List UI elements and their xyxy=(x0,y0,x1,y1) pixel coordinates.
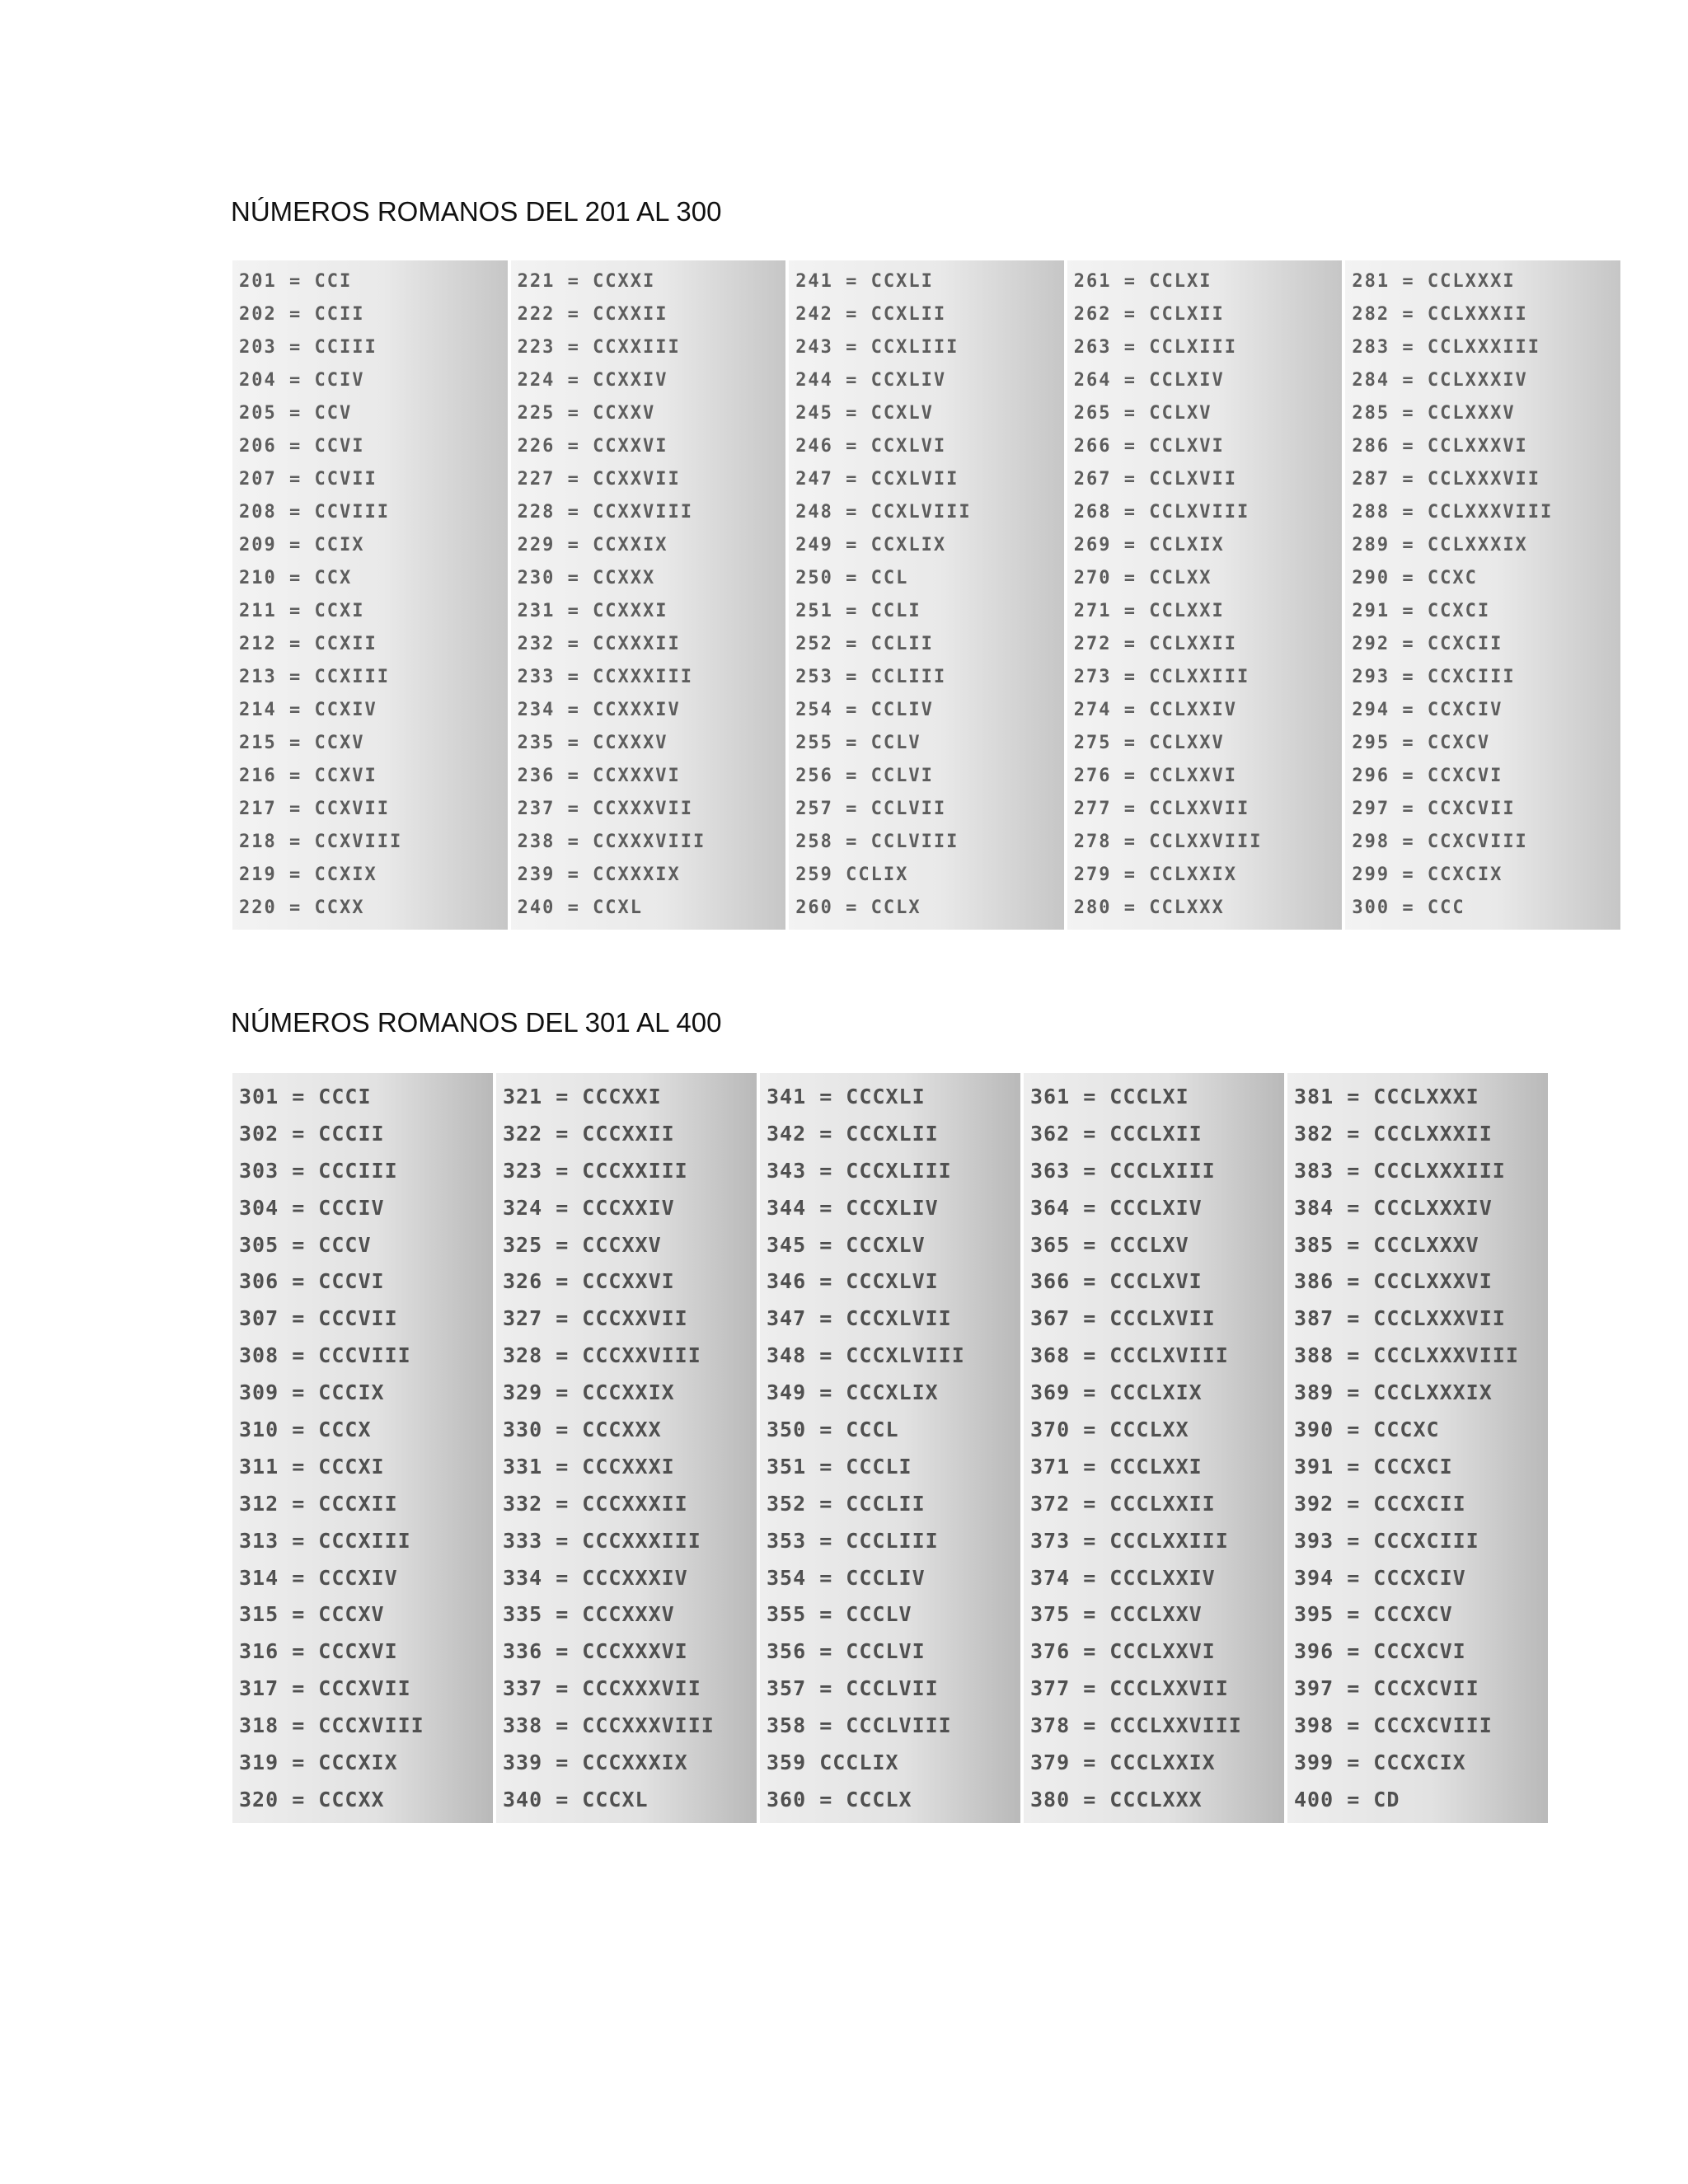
numeral-cell: 304 = CCCIV xyxy=(239,1197,385,1218)
numeral-cell: 218 = CCXVIII xyxy=(239,833,403,851)
numeral-cell: 294 = CCXCIV xyxy=(1352,701,1503,719)
numeral-cell: 205 = CCV xyxy=(239,405,353,423)
numeral-cell: 251 = CCLI xyxy=(795,602,921,621)
numeral-cell: 327 = CCCXXVII xyxy=(503,1308,688,1329)
numeral-cell: 303 = CCCIII xyxy=(239,1160,398,1181)
numeral-cell: 202 = CCII xyxy=(239,306,365,324)
numeral-cell: 350 = CCCL xyxy=(767,1418,899,1440)
numeral-cell: 248 = CCXLVIII xyxy=(795,504,972,522)
numeral-cell: 383 = CCCLXXXIII xyxy=(1294,1160,1506,1181)
numeral-cell: 219 = CCXIX xyxy=(239,866,377,884)
numeral-cell: 278 = CCLXXVIII xyxy=(1073,833,1263,851)
numeral-cell: 208 = CCVIII xyxy=(239,504,390,522)
numeral-cell: 339 = CCCXXXIX xyxy=(503,1751,688,1773)
numeral-cell: 274 = CCLXXIV xyxy=(1073,701,1237,719)
numeral-cell: 277 = CCLXXVII xyxy=(1073,800,1250,818)
numeral-cell: 280 = CCLXXX xyxy=(1073,899,1225,917)
numeral-cell: 348 = CCCXLVIII xyxy=(767,1345,965,1366)
numeral-cell: 290 = CCXC xyxy=(1352,569,1478,588)
numeral-cell: 237 = CCXXXVII xyxy=(517,800,694,818)
numeral-cell: 346 = CCCXLVI xyxy=(767,1271,939,1292)
section-title-201-300: NÚMEROS ROMANOS DEL 201 AL 300 xyxy=(231,196,722,227)
numeral-cell: 203 = CCIII xyxy=(239,339,377,357)
numeral-cell: 342 = CCCXLII xyxy=(767,1122,939,1144)
numeral-cell: 388 = CCCLXXXVIII xyxy=(1294,1345,1519,1366)
numeral-cell: 246 = CCXLVI xyxy=(795,438,947,456)
numeral-cell: 343 = CCCXLIII xyxy=(767,1160,952,1181)
table-column xyxy=(1024,1073,1287,1823)
numeral-cell: 265 = CCLXV xyxy=(1073,405,1212,423)
numeral-cell: 225 = CCXXV xyxy=(517,405,656,423)
numeral-cell: 391 = CCCXCI xyxy=(1294,1455,1453,1477)
numeral-cell: 272 = CCLXXII xyxy=(1073,635,1237,654)
numeral-cell: 273 = CCLXXIII xyxy=(1073,668,1250,687)
numeral-cell: 311 = CCCXI xyxy=(239,1455,385,1477)
numeral-cell: 379 = CCCLXXIX xyxy=(1030,1751,1216,1773)
numeral-cell: 385 = CCCLXXXV xyxy=(1294,1234,1479,1255)
numeral-cell: 243 = CCXLIII xyxy=(795,339,959,357)
numeral-cell: 232 = CCXXXII xyxy=(517,635,681,654)
numeral-cell: 381 = CCCLXXXI xyxy=(1294,1085,1479,1107)
numeral-cell: 279 = CCLXXIX xyxy=(1073,866,1237,884)
numeral-cell: 374 = CCCLXXIV xyxy=(1030,1567,1216,1588)
numeral-cell: 324 = CCCXXIV xyxy=(503,1197,675,1218)
numeral-cell: 354 = CCCLIV xyxy=(767,1567,926,1588)
numeral-cell: 224 = CCXXIV xyxy=(517,372,668,390)
numeral-cell: 347 = CCCXLVII xyxy=(767,1308,952,1329)
numeral-cell: 217 = CCXVII xyxy=(239,800,390,818)
numeral-cell: 387 = CCCLXXXVII xyxy=(1294,1308,1506,1329)
numeral-cell: 320 = CCCXX xyxy=(239,1788,385,1810)
table-column xyxy=(1287,1073,1548,1823)
table-column xyxy=(496,1073,760,1823)
numeral-cell: 275 = CCLXXV xyxy=(1073,734,1225,752)
numeral-cell: 264 = CCLXIV xyxy=(1073,372,1225,390)
numeral-cell: 244 = CCXLIV xyxy=(795,372,947,390)
numeral-cell: 399 = CCCXCIX xyxy=(1294,1751,1466,1773)
numeral-cell: 257 = CCLVII xyxy=(795,800,947,818)
numeral-cell: 309 = CCCIX xyxy=(239,1382,385,1404)
numeral-cell: 337 = CCCXXXVII xyxy=(503,1678,701,1699)
numeral-cell: 226 = CCXXVI xyxy=(517,438,668,456)
numeral-cell: 229 = CCXXIX xyxy=(517,537,668,555)
numeral-cell: 380 = CCCLXXX xyxy=(1030,1788,1203,1810)
numeral-cell: 307 = CCCVII xyxy=(239,1308,398,1329)
numeral-cell: 305 = CCCV xyxy=(239,1234,372,1255)
numeral-cell: 384 = CCCLXXXIV xyxy=(1294,1197,1493,1218)
numeral-cell: 356 = CCCLVI xyxy=(767,1641,926,1662)
numeral-cell: 361 = CCCLXI xyxy=(1030,1085,1189,1107)
numeral-cell: 288 = CCLXXXVIII xyxy=(1352,504,1554,522)
numeral-cell: 206 = CCVI xyxy=(239,438,365,456)
numeral-cell: 340 = CCCXL xyxy=(503,1788,649,1810)
numeral-cell: 365 = CCCLXV xyxy=(1030,1234,1189,1255)
table-column xyxy=(511,260,790,930)
numeral-cell: 370 = CCCLXX xyxy=(1030,1418,1189,1440)
numeral-cell: 234 = CCXXXIV xyxy=(517,701,681,719)
numeral-cell: 298 = CCXCVIII xyxy=(1352,833,1528,851)
numeral-cell: 231 = CCXXXI xyxy=(517,602,668,621)
numeral-cell: 360 = CCCLX xyxy=(767,1788,912,1810)
numeral-cell: 286 = CCLXXXVI xyxy=(1352,438,1528,456)
numeral-cell: 345 = CCCXLV xyxy=(767,1234,926,1255)
numeral-cell: 326 = CCCXXVI xyxy=(503,1271,675,1292)
numeral-cell: 250 = CCL xyxy=(795,569,909,588)
numeral-cell: 220 = CCXX xyxy=(239,899,365,917)
numeral-cell: 270 = CCLXX xyxy=(1073,569,1212,588)
numeral-cell: 260 = CCLX xyxy=(795,899,921,917)
numeral-cell: 400 = CD xyxy=(1294,1788,1400,1810)
numeral-cell: 322 = CCCXXII xyxy=(503,1122,675,1144)
numeral-cell: 355 = CCCLV xyxy=(767,1604,912,1625)
numeral-cell: 373 = CCCLXXIII xyxy=(1030,1530,1229,1551)
numeral-cell: 328 = CCCXXVIII xyxy=(503,1345,701,1366)
numeral-cell: 271 = CCLXXI xyxy=(1073,602,1225,621)
numeral-cell: 210 = CCX xyxy=(239,569,353,588)
numeral-cell: 230 = CCXXX xyxy=(517,569,656,588)
numeral-cell: 332 = CCCXXXII xyxy=(503,1493,688,1514)
numeral-cell: 313 = CCCXIII xyxy=(239,1530,411,1551)
numeral-cell: 318 = CCCXVIII xyxy=(239,1715,424,1736)
numeral-cell: 336 = CCCXXXVI xyxy=(503,1641,688,1662)
numeral-cell: 287 = CCLXXXVII xyxy=(1352,471,1541,489)
numeral-cell: 240 = CCXL xyxy=(517,899,644,917)
numeral-cell: 317 = CCCXVII xyxy=(239,1678,411,1699)
numeral-cell: 211 = CCXI xyxy=(239,602,365,621)
numeral-cell: 330 = CCCXXX xyxy=(503,1418,662,1440)
numeral-cell: 357 = CCCLVII xyxy=(767,1678,939,1699)
numeral-cell: 204 = CCIV xyxy=(239,372,365,390)
numeral-cell: 245 = CCXLV xyxy=(795,405,934,423)
numeral-cell: 291 = CCXCI xyxy=(1352,602,1491,621)
numeral-cell: 392 = CCCXCII xyxy=(1294,1493,1466,1514)
table-column xyxy=(232,260,511,930)
numeral-cell: 266 = CCLXVI xyxy=(1073,438,1225,456)
numeral-cell: 358 = CCCLVIII xyxy=(767,1715,952,1736)
numeral-cell: 312 = CCCXII xyxy=(239,1493,398,1514)
numeral-cell: 214 = CCXIV xyxy=(239,701,377,719)
numeral-cell: 366 = CCCLXVI xyxy=(1030,1271,1203,1292)
numeral-cell: 393 = CCCXCIII xyxy=(1294,1530,1479,1551)
numeral-cell: 235 = CCXXXV xyxy=(517,734,668,752)
numeral-cell: 396 = CCCXCVI xyxy=(1294,1641,1466,1662)
table-column xyxy=(1345,260,1620,930)
numeral-cell: 299 = CCXCIX xyxy=(1352,866,1503,884)
numeral-cell: 223 = CCXXIII xyxy=(517,339,681,357)
numeral-cell: 284 = CCLXXXIV xyxy=(1352,372,1528,390)
numeral-cell: 344 = CCCXLIV xyxy=(767,1197,939,1218)
numeral-cell: 213 = CCXIII xyxy=(239,668,390,687)
numeral-cell: 282 = CCLXXXII xyxy=(1352,306,1528,324)
numeral-cell: 216 = CCXVI xyxy=(239,767,377,785)
table-column xyxy=(1067,260,1346,930)
numeral-cell: 390 = CCCXC xyxy=(1294,1418,1440,1440)
numeral-cell: 256 = CCLVI xyxy=(795,767,934,785)
numeral-cell: 376 = CCCLXXVI xyxy=(1030,1641,1216,1662)
numeral-cell: 375 = CCCLXXV xyxy=(1030,1604,1203,1625)
numeral-cell: 314 = CCCXIV xyxy=(239,1567,398,1588)
numeral-cell: 321 = CCCXXI xyxy=(503,1085,662,1107)
numeral-cell: 369 = CCCLXIX xyxy=(1030,1382,1203,1404)
numeral-cell: 207 = CCVII xyxy=(239,471,377,489)
numeral-cell: 302 = CCCII xyxy=(239,1122,385,1144)
numeral-cell: 292 = CCXCII xyxy=(1352,635,1503,654)
numeral-cell: 364 = CCCLXIV xyxy=(1030,1197,1203,1218)
numeral-cell: 281 = CCLXXXI xyxy=(1352,273,1516,291)
numeral-cell: 255 = CCLV xyxy=(795,734,921,752)
numeral-cell: 262 = CCLXII xyxy=(1073,306,1225,324)
numeral-cell: 362 = CCCLXII xyxy=(1030,1122,1203,1144)
numeral-cell: 352 = CCCLII xyxy=(767,1493,926,1514)
numeral-cell: 221 = CCXXI xyxy=(517,273,656,291)
roman-numerals-table-201-300 xyxy=(232,260,1620,930)
numeral-cell: 242 = CCXLII xyxy=(795,306,947,324)
numeral-cell: 371 = CCCLXXI xyxy=(1030,1455,1203,1477)
numeral-cell: 236 = CCXXXVI xyxy=(517,767,681,785)
numeral-cell: 239 = CCXXXIX xyxy=(517,866,681,884)
numeral-cell: 233 = CCXXXIII xyxy=(517,668,694,687)
numeral-cell: 296 = CCXCVI xyxy=(1352,767,1503,785)
numeral-cell: 363 = CCCLXIII xyxy=(1030,1160,1216,1181)
numeral-cell: 389 = CCCLXXXIX xyxy=(1294,1382,1493,1404)
numeral-cell: 289 = CCLXXXIX xyxy=(1352,537,1528,555)
numeral-cell: 395 = CCCXCV xyxy=(1294,1604,1453,1625)
numeral-cell: 209 = CCIX xyxy=(239,537,365,555)
numeral-cell: 333 = CCCXXXIII xyxy=(503,1530,701,1551)
numeral-cell: 394 = CCCXCIV xyxy=(1294,1567,1466,1588)
numeral-cell: 323 = CCCXXIII xyxy=(503,1160,688,1181)
numeral-cell: 301 = CCCI xyxy=(239,1085,372,1107)
numeral-cell: 316 = CCCXVI xyxy=(239,1641,398,1662)
numeral-cell: 315 = CCCXV xyxy=(239,1604,385,1625)
numeral-cell: 310 = CCCX xyxy=(239,1418,372,1440)
numeral-cell: 241 = CCXLI xyxy=(795,273,934,291)
numeral-cell: 382 = CCCLXXXII xyxy=(1294,1122,1493,1144)
numeral-cell: 329 = CCCXXIX xyxy=(503,1382,675,1404)
numeral-cell: 306 = CCCVI xyxy=(239,1271,385,1292)
numeral-cell: 308 = CCCVIII xyxy=(239,1345,411,1366)
numeral-cell: 227 = CCXXVII xyxy=(517,471,681,489)
numeral-cell: 338 = CCCXXXVIII xyxy=(503,1715,715,1736)
numeral-cell: 300 = CCC xyxy=(1352,899,1465,917)
numeral-cell: 259 CCLIX xyxy=(795,866,909,884)
numeral-cell: 252 = CCLII xyxy=(795,635,934,654)
numeral-cell: 263 = CCLXIII xyxy=(1073,339,1237,357)
numeral-cell: 238 = CCXXXVIII xyxy=(517,833,706,851)
table-column xyxy=(789,260,1067,930)
numeral-cell: 331 = CCCXXXI xyxy=(503,1455,675,1477)
numeral-cell: 285 = CCLXXXV xyxy=(1352,405,1516,423)
numeral-cell: 386 = CCCLXXXVI xyxy=(1294,1271,1493,1292)
numeral-cell: 341 = CCCXLI xyxy=(767,1085,926,1107)
numeral-cell: 249 = CCXLIX xyxy=(795,537,947,555)
numeral-cell: 334 = CCCXXXIV xyxy=(503,1567,688,1588)
numeral-cell: 372 = CCCLXXII xyxy=(1030,1493,1216,1514)
numeral-cell: 351 = CCCLI xyxy=(767,1455,912,1477)
numeral-cell: 378 = CCCLXXVIII xyxy=(1030,1715,1242,1736)
numeral-cell: 319 = CCCXIX xyxy=(239,1751,398,1773)
roman-numerals-table-301-400 xyxy=(232,1073,1548,1823)
numeral-cell: 269 = CCLXIX xyxy=(1073,537,1225,555)
numeral-cell: 261 = CCLXI xyxy=(1073,273,1212,291)
table-column xyxy=(760,1073,1024,1823)
numeral-cell: 349 = CCCXLIX xyxy=(767,1382,939,1404)
numeral-cell: 253 = CCLIII xyxy=(795,668,947,687)
numeral-cell: 222 = CCXXII xyxy=(517,306,668,324)
numeral-cell: 335 = CCCXXXV xyxy=(503,1604,675,1625)
numeral-cell: 359 CCCLIX xyxy=(767,1751,899,1773)
numeral-cell: 367 = CCCLXVII xyxy=(1030,1308,1216,1329)
numeral-cell: 228 = CCXXVIII xyxy=(517,504,694,522)
numeral-cell: 353 = CCCLIII xyxy=(767,1530,939,1551)
numeral-cell: 368 = CCCLXVIII xyxy=(1030,1345,1229,1366)
numeral-cell: 276 = CCLXXVI xyxy=(1073,767,1237,785)
numeral-cell: 377 = CCCLXXVII xyxy=(1030,1678,1229,1699)
numeral-cell: 297 = CCXCVII xyxy=(1352,800,1516,818)
numeral-cell: 254 = CCLIV xyxy=(795,701,934,719)
numeral-cell: 268 = CCLXVIII xyxy=(1073,504,1250,522)
numeral-cell: 247 = CCXLVII xyxy=(795,471,959,489)
numeral-cell: 258 = CCLVIII xyxy=(795,833,959,851)
numeral-cell: 398 = CCCXCVIII xyxy=(1294,1715,1493,1736)
numeral-cell: 325 = CCCXXV xyxy=(503,1234,662,1255)
numeral-cell: 397 = CCCXCVII xyxy=(1294,1678,1479,1699)
numeral-cell: 293 = CCXCIII xyxy=(1352,668,1516,687)
numeral-cell: 283 = CCLXXXIII xyxy=(1352,339,1541,357)
section-title-301-400: NÚMEROS ROMANOS DEL 301 AL 400 xyxy=(231,1007,722,1038)
numeral-cell: 215 = CCXV xyxy=(239,734,365,752)
table-column xyxy=(232,1073,496,1823)
numeral-cell: 267 = CCLXVII xyxy=(1073,471,1237,489)
numeral-cell: 212 = CCXII xyxy=(239,635,377,654)
numeral-cell: 201 = CCI xyxy=(239,273,353,291)
numeral-cell: 295 = CCXCV xyxy=(1352,734,1491,752)
